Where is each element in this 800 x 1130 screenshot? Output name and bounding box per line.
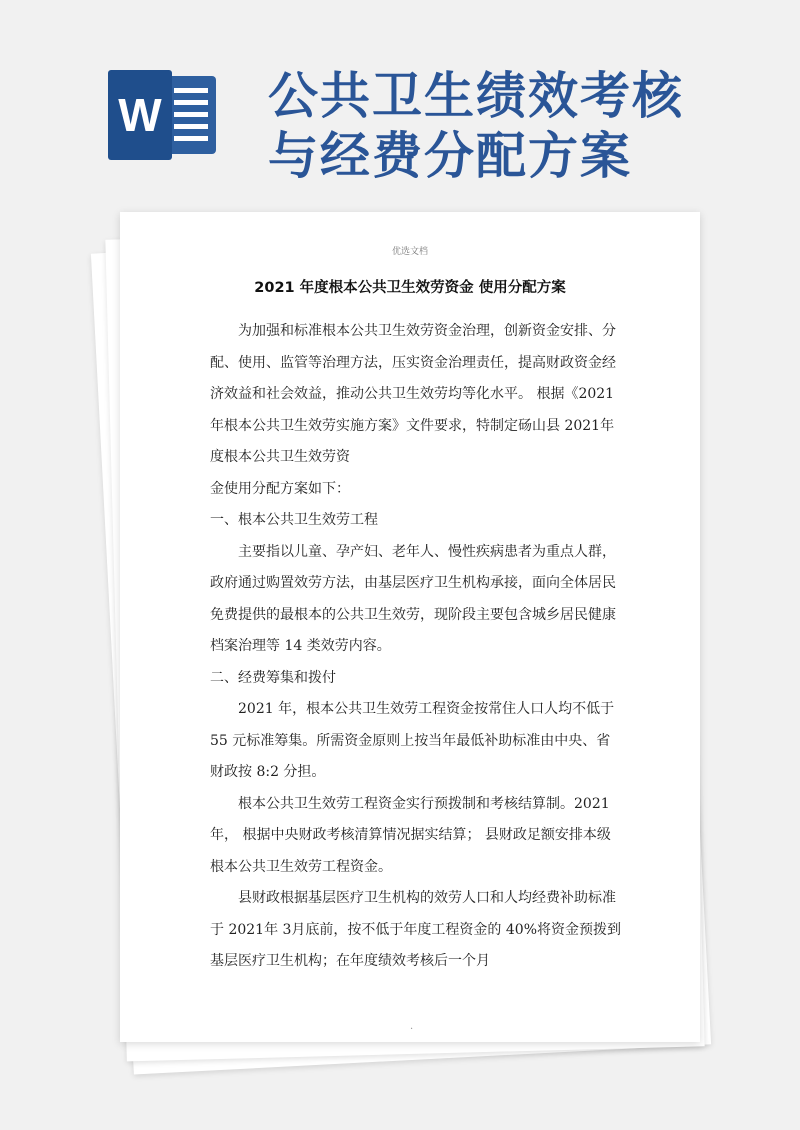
- document-paragraph: 一、根本公共卫生效劳工程: [210, 512, 378, 528]
- document-paragraph: 县财政根据基层医疗卫生机构的效劳人口和人均经费补助标准于 2021年 3月底前，按不低于年度工程资金的 40%将资金预拨到基层医疗卫生机构；在年度绩效考核后一个月: [210, 890, 622, 969]
- banner: [0, 0, 800, 200]
- document-paragraph: 根本公共卫生效劳工程资金实行预拨制和考核结算制。2021年， 根据中央财政考核清算情况据实结算； 县财政足额安排本级根本公共卫生效劳工程资金。: [210, 795, 611, 875]
- page-header-label: 优选文档: [391, 247, 428, 257]
- document-body: [210, 316, 624, 978]
- banner-title-line-2: 与经费分配方案: [268, 127, 632, 185]
- document-paragraph: 为加强和标准根本公共卫生效劳资金治理，创新资金安排、分配、使用、监管等治理方法，压实资金治理责任，提高财政资金经济效益和社会效益，推动公共卫生效劳均等化水平。 根据《2021年根本公共卫生效劳实施方案》文件要求，特制定砀山县 2021年度根本公共卫生效劳资: [210, 323, 616, 465]
- page-footer-mark: ·: [410, 1024, 414, 1035]
- document-paragraph: 二、经费筹集和拨付: [210, 669, 336, 686]
- document-page: [120, 212, 700, 1042]
- document-paragraph: 主要指以儿童、孕产妇、老年人、慢性疾病患者为重点人群，政府通过购置效劳方法，由基层医疗卫生机构承接，面向全体居民免费提供的最根本的公共卫生效劳，现阶段主要包含城乡居民健康档案治理等 14 类效劳内容。: [210, 543, 616, 654]
- document-paragraph: 2021 年，根本公共卫生效劳工程资金按常住人口人均不低于 55 元标准筹集。所需资金原则上按当年最低补助标准由中央、省财政按 8:2 分担。: [210, 701, 615, 780]
- banner-title-line-1: 公共卫生绩效考核: [268, 67, 684, 125]
- word-document-icon: [108, 70, 218, 160]
- word-logo-letter: W: [108, 70, 172, 160]
- document-paragraph: 金使用分配方案如下：: [210, 480, 350, 497]
- document-title: 2021 年度根本公共卫生效劳资金 使用分配方案: [254, 280, 566, 296]
